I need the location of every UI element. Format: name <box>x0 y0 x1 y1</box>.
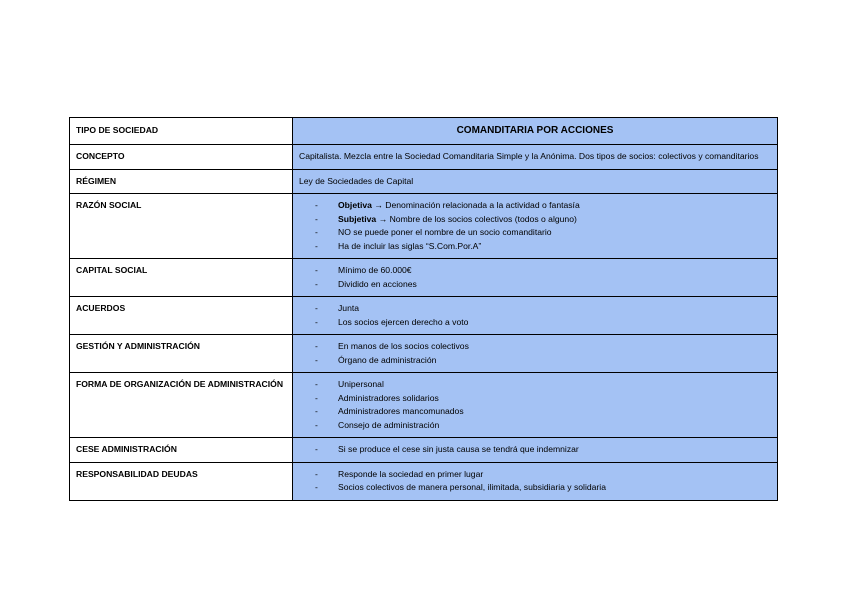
bullet-list <box>299 340 771 367</box>
list-item <box>299 316 771 330</box>
list-item <box>299 378 771 392</box>
bullet-list <box>299 199 771 253</box>
list-item <box>299 213 771 227</box>
table-row <box>70 335 778 373</box>
table-body <box>70 118 778 501</box>
header-label-cell: TIPO DE SOCIEDAD <box>70 118 293 145</box>
list-item <box>299 264 771 278</box>
dash-bullet: - <box>315 468 318 479</box>
row-value-cell: Ley de Sociedades de Capital <box>293 169 778 194</box>
row-value-cell: Capitalista. Mezcla entre la Sociedad Comanditaria Simple y la Anónima. Dos tipos de socios: colectivos y comanditarios <box>293 145 778 170</box>
row-value-cell <box>293 297 778 335</box>
row-value-cell <box>293 335 778 373</box>
table-row <box>70 297 778 335</box>
item-text: Socios colectivos de manera personal, ilimitada, subsidiaria y solidaria <box>338 482 606 492</box>
row-value-cell <box>293 462 778 500</box>
item-text: Dividido en acciones <box>338 278 417 289</box>
dash-bullet: - <box>315 406 318 416</box>
row-label-cell: GESTIÓN Y ADMINISTRACIÓN <box>70 335 293 373</box>
row-value-cell <box>293 194 778 259</box>
item-text: Órgano de administración <box>338 354 437 365</box>
dash-bullet: - <box>315 392 318 403</box>
item-text: → Denominación relacionada a la actividad o fantasía <box>371 200 580 210</box>
item-bold-term: Subjetiva <box>338 213 377 224</box>
list-item <box>299 240 771 254</box>
dash-bullet: - <box>315 482 318 492</box>
bullet-list <box>299 468 771 495</box>
bullet-list <box>299 264 771 291</box>
table-header-row <box>70 118 778 145</box>
table-row <box>70 145 778 170</box>
row-value-cell <box>293 438 778 463</box>
item-text: Administradores solidarios <box>338 392 439 403</box>
row-label-cell: ACUERDOS <box>70 297 293 335</box>
dash-bullet: - <box>315 419 318 430</box>
list-item <box>299 481 771 495</box>
item-text: Responde la sociedad en primer lugar <box>338 468 484 479</box>
table-row <box>70 169 778 194</box>
list-item <box>299 226 771 240</box>
bullet-list <box>299 443 771 457</box>
dash-bullet: - <box>315 444 318 454</box>
list-item <box>299 392 771 406</box>
row-label-cell: CAPITAL SOCIAL <box>70 259 293 297</box>
item-text: Junta <box>338 303 360 313</box>
header-value-cell: COMANDITARIA POR ACCIONES <box>293 118 778 145</box>
list-item <box>299 340 771 354</box>
dash-bullet: - <box>315 341 318 351</box>
row-label-cell: RÉGIMEN <box>70 169 293 194</box>
list-item <box>299 468 771 482</box>
table-row <box>70 373 778 438</box>
item-text: → Nombre de los socios colectivos (todos o alguno) <box>376 213 577 224</box>
bullet-list <box>299 378 771 432</box>
list-item <box>299 405 771 419</box>
item-text: Los socios ejercen derecho a voto <box>338 316 469 327</box>
row-label-cell: RESPONSABILIDAD DEUDAS <box>70 462 293 500</box>
dash-bullet: - <box>315 278 318 289</box>
table-row <box>70 438 778 463</box>
dash-bullet: - <box>315 227 318 237</box>
row-label-cell: CESE ADMINISTRACIÓN <box>70 438 293 463</box>
list-item <box>299 419 771 433</box>
row-value-cell <box>293 259 778 297</box>
dash-bullet: - <box>315 316 318 327</box>
dash-bullet: - <box>315 354 318 365</box>
row-value-cell <box>293 373 778 438</box>
row-label-cell: FORMA DE ORGANIZACIÓN DE ADMINISTRACIÓN <box>70 373 293 438</box>
item-text: Consejo de administración <box>338 419 440 430</box>
item-text: Unipersonal <box>338 379 384 389</box>
dash-bullet: - <box>315 240 318 251</box>
dash-bullet: - <box>315 200 318 210</box>
item-text: Si se produce el cese sin justa causa se tendrá que indemnizar <box>338 444 579 454</box>
table-row <box>70 259 778 297</box>
list-item <box>299 302 771 316</box>
dash-bullet: - <box>315 213 318 224</box>
item-text: NO se puede poner el nombre de un socio comanditario <box>338 227 552 237</box>
dash-bullet: - <box>315 265 318 275</box>
bullet-list <box>299 302 771 329</box>
dash-bullet: - <box>315 303 318 313</box>
list-item <box>299 354 771 368</box>
item-text: Mínimo de 60.000€ <box>338 265 412 275</box>
list-item <box>299 278 771 292</box>
item-bold-term: Objetiva <box>338 200 372 210</box>
table-row <box>70 462 778 500</box>
company-type-table <box>69 117 778 501</box>
item-text: Ha de incluir las siglas “S.Com.Por.A” <box>338 240 482 251</box>
row-label-cell: RAZÓN SOCIAL <box>70 194 293 259</box>
company-type-table-container <box>69 117 778 501</box>
list-item <box>299 199 771 213</box>
item-text: En manos de los socios colectivos <box>338 341 469 351</box>
table-row <box>70 194 778 259</box>
item-text: Administradores mancomunados <box>338 406 464 416</box>
row-label-cell: CONCEPTO <box>70 145 293 170</box>
dash-bullet: - <box>315 379 318 389</box>
list-item <box>299 443 771 457</box>
